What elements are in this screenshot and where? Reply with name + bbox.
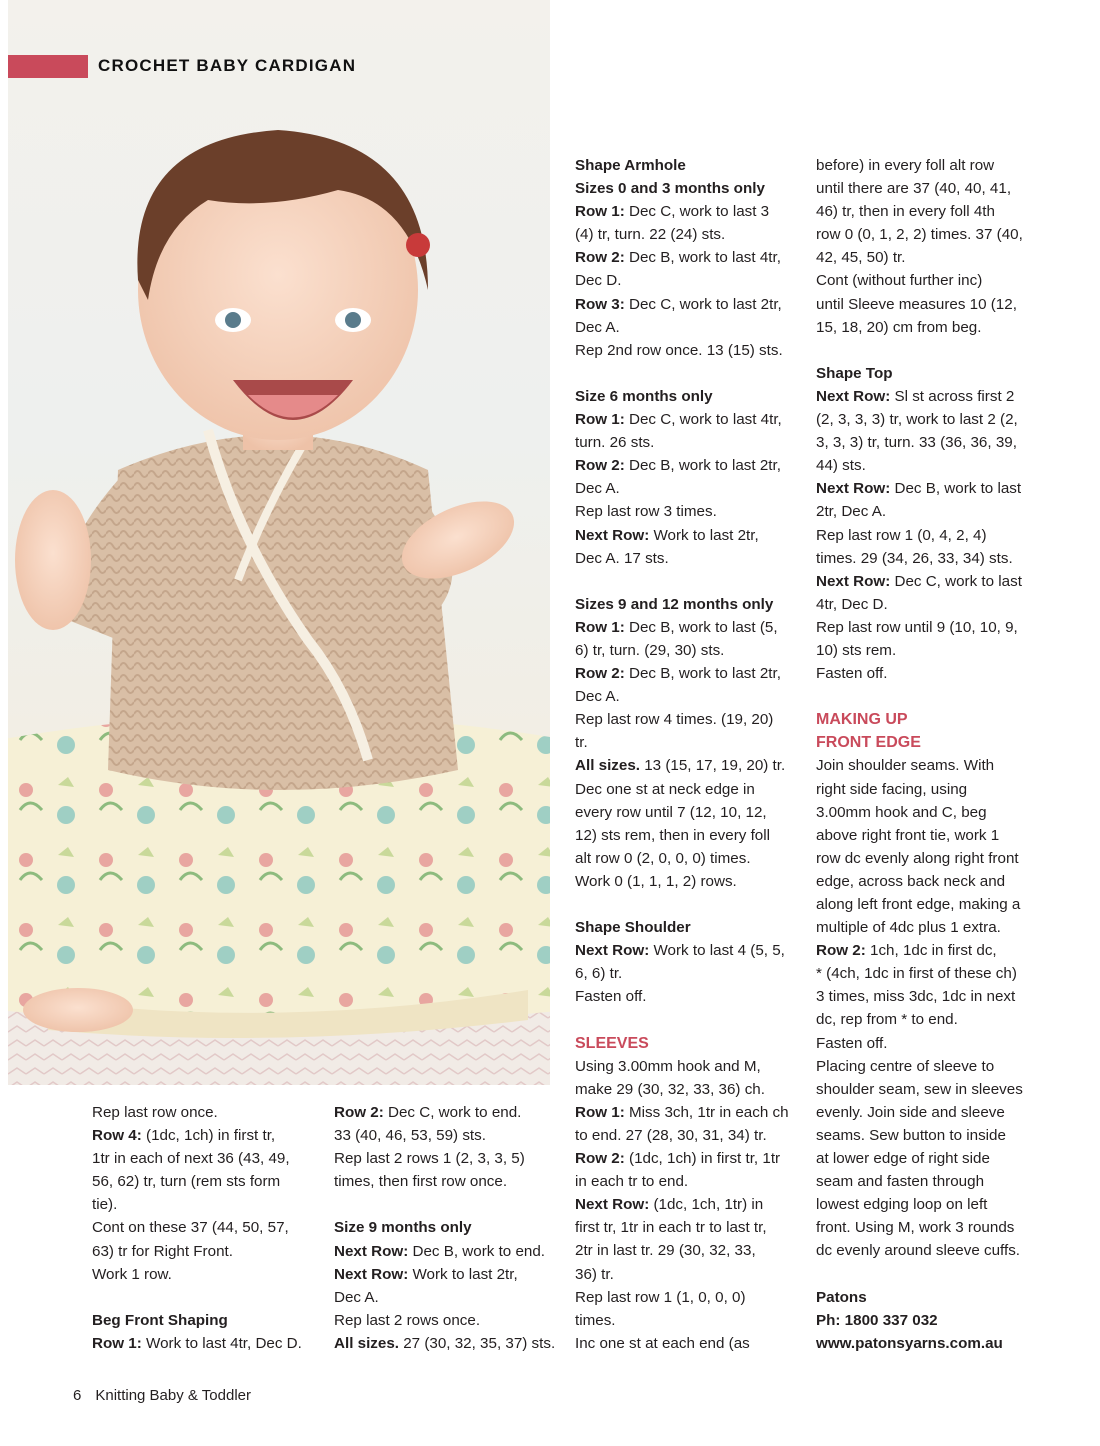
line-text: alt row 0 (2, 0, 0, 0) times. — [575, 849, 751, 867]
text-line — [334, 1286, 566, 1309]
text-line — [816, 916, 1066, 939]
text-line — [816, 177, 1066, 200]
text-line — [575, 1078, 813, 1101]
text-line — [575, 1055, 813, 1078]
text-line — [575, 685, 813, 708]
line-text: times, then first row once. — [334, 1173, 508, 1191]
line-text: Rep last row 1 (1, 0, 0, 0) — [575, 1288, 746, 1306]
line-text: Fasten off. — [816, 665, 888, 683]
bold-label: Next Row: — [334, 1265, 409, 1283]
text-line — [816, 1193, 1066, 1216]
bold-label: Sizes 0 and 3 months only — [575, 180, 765, 198]
line-text: 3, 3, 3) tr, turn. 33 (36, 36, 39, — [816, 434, 1017, 452]
text-column-2 — [334, 1101, 566, 1355]
text-line — [575, 1124, 813, 1147]
text-line — [575, 916, 813, 939]
text-line — [334, 1263, 566, 1286]
text-line — [92, 1332, 324, 1355]
line-text: (2, 3, 3, 3) tr, work to last 2 (2, — [816, 411, 1018, 429]
line-text: 10) sts rem. — [816, 641, 897, 659]
line-text: 42, 45, 50) tr. — [816, 249, 906, 267]
paragraph-gap — [92, 1286, 324, 1309]
text-line — [816, 985, 1066, 1008]
text-line — [816, 1147, 1066, 1170]
line-text: row 0 (0, 1, 2, 2) times. 37 (40, — [816, 226, 1023, 244]
text-line — [575, 385, 813, 408]
baby-illustration — [8, 0, 550, 1085]
text-line — [816, 893, 1066, 916]
line-text: Dec D. — [575, 272, 622, 290]
line-text: 2tr, Dec A. — [816, 503, 887, 521]
text-line — [575, 1332, 813, 1355]
line-text: Work 1 row. — [92, 1265, 172, 1283]
text-line — [575, 269, 813, 292]
line-text: right side facing, using — [816, 780, 968, 798]
line-text: shoulder seam, sew in sleeves — [816, 1080, 1023, 1098]
paragraph-gap — [816, 685, 1066, 708]
text-line — [575, 985, 813, 1008]
line-text: 12) sts rem, then in every foll — [575, 826, 770, 844]
bold-label: Next Row: — [816, 572, 891, 590]
page-title: CROCHET BABY CARDIGAN — [98, 56, 357, 75]
text-line — [816, 570, 1066, 593]
line-text: evenly. Join side and sleeve — [816, 1103, 1005, 1121]
bold-label: Sizes 9 and 12 months only — [575, 595, 774, 613]
line-text: Dec B, work to end. — [408, 1242, 546, 1260]
bold-label: Size 6 months only — [575, 387, 713, 405]
line-text: edge, across back neck and — [816, 872, 1006, 890]
text-line — [575, 801, 813, 824]
line-text: Rep 2nd row once. 13 (15) sts. — [575, 341, 783, 359]
text-line — [92, 1193, 324, 1216]
line-text: Work to last 2tr, — [408, 1265, 518, 1283]
line-text: (1dc, 1ch) in first tr, — [141, 1127, 276, 1145]
line-text: Dec C, work to last 3 — [624, 203, 770, 221]
line-text: Dec C, work to last — [890, 572, 1022, 590]
text-line — [575, 177, 813, 200]
text-line — [816, 1170, 1066, 1193]
line-text: times. 29 (34, 26, 33, 34) sts. — [816, 549, 1013, 567]
bold-label: Row 2: — [334, 1104, 384, 1121]
text-line — [575, 1193, 813, 1216]
text-line — [575, 824, 813, 847]
bold-label: Row 1: — [575, 411, 625, 429]
text-line — [575, 246, 813, 269]
text-line — [816, 1055, 1066, 1078]
line-text: 56, 62) tr, turn (rem sts form — [92, 1173, 281, 1191]
text-line — [575, 870, 813, 893]
line-text: 6) tr, turn. (29, 30) sts. — [575, 641, 725, 659]
line-text: 1ch, 1dc in first dc, — [865, 942, 997, 960]
text-line — [575, 339, 813, 362]
line-text: above right front tie, work 1 — [816, 826, 1000, 844]
text-line — [92, 1170, 324, 1193]
text-line — [816, 754, 1066, 777]
text-line — [816, 200, 1066, 223]
line-text: 27 (30, 32, 35, 37) sts. — [399, 1334, 556, 1352]
paragraph-gap — [334, 1193, 566, 1216]
text-line — [92, 1124, 324, 1147]
text-line — [575, 754, 813, 777]
bold-label: Beg Front Shaping — [92, 1311, 228, 1329]
text-line — [816, 408, 1066, 431]
text-line — [92, 1147, 324, 1170]
line-text: Dec B, work to last 2tr, — [624, 457, 781, 475]
text-line — [575, 223, 813, 246]
line-text: Rep last row until 9 (10, 10, 9, — [816, 618, 1018, 636]
bold-label: Next Row: — [575, 942, 650, 960]
line-text: 33 (40, 46, 53, 59) sts. — [334, 1127, 486, 1145]
bold-label: Row 2: — [575, 457, 625, 475]
text-column-1 — [92, 1101, 324, 1355]
line-text: Work to last 4 (5, 5, — [649, 942, 785, 960]
text-line — [816, 639, 1066, 662]
line-text: 46) tr, then in every foll 4th — [816, 203, 995, 221]
line-text: * (4ch, 1dc in first of these ch) — [816, 965, 1017, 983]
line-text: Sl st across first 2 — [890, 387, 1015, 405]
line-text: Rep last row once. — [92, 1104, 218, 1121]
text-line — [92, 1309, 324, 1332]
text-line — [575, 293, 813, 316]
line-text: 1tr in each of next 36 (43, 49, — [92, 1150, 290, 1168]
line-text: 13 (15, 17, 19, 20) tr. — [640, 757, 786, 775]
text-line — [816, 316, 1066, 339]
paragraph-gap — [575, 570, 813, 593]
line-text: Rep last row 3 times. — [575, 503, 717, 521]
bold-label: Row 3: — [575, 295, 625, 313]
bold-label: Next Row: — [575, 1196, 650, 1214]
line-text: Dec C, work to last 4tr, — [624, 411, 782, 429]
line-text: every row until 7 (12, 10, 12, — [575, 803, 767, 821]
bold-label: Shape Top — [816, 364, 893, 382]
text-line — [575, 616, 813, 639]
line-text: front. Using M, work 3 rounds — [816, 1219, 1015, 1237]
bold-label: Ph: 1800 337 032 — [816, 1311, 938, 1329]
text-line — [575, 1032, 813, 1055]
page-footer — [73, 1387, 265, 1404]
text-line — [816, 731, 1066, 754]
text-line — [575, 962, 813, 985]
line-text: (1dc, 1ch, 1tr) in — [649, 1196, 764, 1214]
text-line — [816, 778, 1066, 801]
text-line — [334, 1101, 566, 1124]
section-heading: FRONT EDGE — [816, 734, 921, 752]
bold-label: Row 2: — [575, 665, 625, 683]
text-line — [334, 1170, 566, 1193]
text-line — [816, 1239, 1066, 1262]
text-line — [816, 1286, 1066, 1309]
line-text: Cont on these 37 (44, 50, 57, — [92, 1219, 289, 1237]
text-line — [816, 1078, 1066, 1101]
bold-label: Row 2: — [575, 1150, 625, 1168]
text-line — [816, 824, 1066, 847]
line-text: before) in every foll alt row — [816, 157, 995, 174]
text-line — [575, 939, 813, 962]
line-text: Work to last 4tr, Dec D. — [141, 1334, 302, 1352]
line-text: lowest edging loop on left — [816, 1196, 988, 1214]
bold-label: Next Row: — [575, 526, 650, 544]
text-line — [334, 1147, 566, 1170]
line-text: Dec A. — [575, 688, 620, 706]
text-line — [816, 616, 1066, 639]
baby-photo — [8, 0, 550, 1085]
line-text: 3 times, miss 3dc, 1dc in next — [816, 988, 1016, 1006]
line-text: tr. — [575, 734, 588, 752]
text-line — [816, 1008, 1066, 1031]
line-text: (4) tr, turn. 22 (24) sts. — [575, 226, 726, 244]
text-line — [816, 362, 1066, 385]
text-line — [816, 1101, 1066, 1124]
line-text: make 29 (30, 32, 33, 36) ch. — [575, 1080, 765, 1098]
publication-name: Knitting Baby & Toddler — [95, 1387, 251, 1404]
text-line — [816, 454, 1066, 477]
line-text: 15, 18, 20) cm from beg. — [816, 318, 982, 336]
text-line — [334, 1124, 566, 1147]
text-line — [575, 477, 813, 500]
text-line — [816, 1216, 1066, 1239]
text-line — [575, 639, 813, 662]
bold-label: Shape Shoulder — [575, 919, 691, 937]
text-line — [575, 200, 813, 223]
text-line — [334, 1240, 566, 1263]
text-line — [816, 1332, 1066, 1355]
text-line — [816, 1124, 1066, 1147]
text-line — [575, 662, 813, 685]
line-text: Dec A. — [334, 1288, 379, 1306]
line-text: dc evenly around sleeve cuffs. — [816, 1242, 1021, 1260]
line-text: until there are 37 (40, 40, 41, — [816, 180, 1012, 198]
text-line — [816, 1032, 1066, 1055]
bold-label: Size 9 months only — [334, 1219, 472, 1237]
bold-label: www.patonsyarns.com.au — [816, 1334, 1003, 1352]
text-line — [575, 454, 813, 477]
line-text: Work to last 2tr, — [649, 526, 759, 544]
section-heading: MAKING UP — [816, 711, 908, 729]
line-text: 6, 6) tr. — [575, 965, 623, 983]
text-line — [575, 1101, 813, 1124]
text-line — [575, 1263, 813, 1286]
line-text: multiple of 4dc plus 1 extra. — [816, 919, 1001, 937]
bold-label: Row 1: — [92, 1334, 142, 1352]
line-text: 4tr, Dec D. — [816, 595, 888, 613]
text-line — [92, 1216, 324, 1239]
text-line — [575, 1170, 813, 1193]
line-text: seams. Sew button to inside — [816, 1126, 1006, 1144]
text-line — [816, 962, 1066, 985]
text-line — [334, 1332, 566, 1355]
line-text: until Sleeve measures 10 (12, — [816, 295, 1017, 313]
text-line — [816, 431, 1066, 454]
line-text: Miss 3ch, 1tr in each ch — [624, 1103, 789, 1121]
text-line — [575, 431, 813, 454]
bold-label: Row 1: — [575, 618, 625, 636]
text-line — [575, 316, 813, 339]
text-line — [816, 154, 1066, 177]
text-line — [334, 1216, 566, 1239]
line-text: row dc evenly along right front — [816, 849, 1019, 867]
line-text: Dec B, work to last 2tr, — [624, 665, 781, 683]
line-text: Dec one st at neck edge in — [575, 780, 755, 798]
line-text: Dec B, work to last 4tr, — [624, 249, 781, 267]
line-text: Dec A. — [575, 318, 620, 336]
line-text: at lower edge of right side — [816, 1150, 990, 1168]
line-text: Dec A. 17 sts. — [575, 549, 669, 567]
header-accent-bar — [8, 55, 88, 78]
line-text: seam and fasten through — [816, 1173, 985, 1191]
bold-label: Shape Armhole — [575, 157, 686, 174]
line-text: Dec B, work to last — [890, 480, 1022, 498]
line-text: 3.00mm hook and C, beg — [816, 803, 987, 821]
line-text: Work 0 (1, 1, 1, 2) rows. — [575, 872, 737, 890]
bold-label: Next Row: — [334, 1242, 409, 1260]
text-line — [575, 847, 813, 870]
bold-label: Row 2: — [816, 942, 866, 960]
bold-label: Patons — [816, 1288, 867, 1306]
text-line — [816, 500, 1066, 523]
text-line — [575, 1286, 813, 1309]
text-line — [575, 547, 813, 570]
text-line — [816, 801, 1066, 824]
line-text: Inc one st at each end (as — [575, 1334, 750, 1352]
paragraph-gap — [575, 1008, 813, 1031]
text-line — [334, 1309, 566, 1332]
text-line — [816, 223, 1066, 246]
line-text: Rep last 2 rows 1 (2, 3, 3, 5) — [334, 1150, 525, 1168]
text-line — [92, 1240, 324, 1263]
line-text: 63) tr for Right Front. — [92, 1242, 233, 1260]
text-line — [575, 778, 813, 801]
bold-label: All sizes. — [334, 1334, 399, 1352]
text-line — [575, 154, 813, 177]
text-line — [816, 246, 1066, 269]
bold-label: Row 2: — [575, 249, 625, 267]
text-line — [816, 477, 1066, 500]
text-line — [575, 500, 813, 523]
text-line — [816, 593, 1066, 616]
line-text: Placing centre of sleeve to — [816, 1057, 995, 1075]
line-text: turn. 26 sts. — [575, 434, 655, 452]
text-line — [575, 1309, 813, 1332]
text-line — [575, 1239, 813, 1262]
line-text: in each tr to end. — [575, 1173, 689, 1191]
text-line — [816, 1309, 1066, 1332]
line-text: Rep last row 4 times. (19, 20) — [575, 711, 774, 729]
text-line — [575, 408, 813, 431]
line-text: Dec A. — [575, 480, 620, 498]
line-text: 36) tr. — [575, 1265, 614, 1283]
text-line — [575, 524, 813, 547]
line-text: to end. 27 (28, 30, 31, 34) tr. — [575, 1126, 767, 1144]
line-text: Rep last 2 rows once. — [334, 1311, 481, 1329]
line-text: (1dc, 1ch) in first tr, 1tr — [624, 1150, 781, 1168]
bold-label: Row 1: — [575, 203, 625, 221]
text-line — [816, 547, 1066, 570]
text-line — [816, 385, 1066, 408]
line-text: Fasten off. — [816, 1034, 888, 1052]
text-line — [816, 708, 1066, 731]
paragraph-gap — [816, 1263, 1066, 1286]
line-text: Join shoulder seams. With — [816, 757, 995, 775]
line-text: Rep last row 1 (0, 4, 2, 4) — [816, 526, 987, 544]
text-line — [92, 1263, 324, 1286]
bold-label: Next Row: — [816, 387, 891, 405]
line-text: 44) sts. — [816, 457, 866, 475]
line-text: Cont (without further inc) — [816, 272, 983, 290]
paragraph-gap — [575, 893, 813, 916]
text-line — [816, 939, 1066, 962]
text-line — [575, 1147, 813, 1170]
text-line — [575, 593, 813, 616]
line-text: Dec C, work to last 2tr, — [624, 295, 782, 313]
text-column-3 — [575, 154, 813, 1355]
text-line — [575, 708, 813, 731]
text-line — [816, 662, 1066, 685]
line-text: along left front edge, making a — [816, 896, 1021, 913]
paragraph-gap — [575, 362, 813, 385]
line-text: tie). — [92, 1196, 118, 1214]
bold-label: Row 1: — [575, 1103, 625, 1121]
text-line — [816, 524, 1066, 547]
line-text: first tr, 1tr in each tr to last tr, — [575, 1219, 767, 1237]
text-line — [575, 1216, 813, 1239]
text-line — [575, 731, 813, 754]
text-line — [816, 269, 1066, 292]
line-text: Using 3.00mm hook and M, — [575, 1057, 761, 1075]
line-text: Dec B, work to last (5, — [624, 618, 778, 636]
text-line — [92, 1101, 324, 1124]
line-text: dc, rep from * to end. — [816, 1011, 958, 1029]
text-column-4 — [816, 154, 1066, 1355]
line-text: times. — [575, 1311, 616, 1329]
text-line — [816, 870, 1066, 893]
paragraph-gap — [816, 339, 1066, 362]
section-heading: SLEEVES — [575, 1034, 649, 1052]
line-text: Fasten off. — [575, 988, 647, 1006]
text-line — [816, 293, 1066, 316]
bold-label: Row 4: — [92, 1127, 142, 1145]
page-number: 6 — [73, 1387, 82, 1404]
bold-label: All sizes. — [575, 757, 640, 775]
line-text: 2tr in last tr. 29 (30, 32, 33, — [575, 1242, 756, 1260]
bold-label: Next Row: — [816, 480, 891, 498]
line-text: Dec C, work to end. — [383, 1104, 522, 1121]
text-line — [816, 847, 1066, 870]
